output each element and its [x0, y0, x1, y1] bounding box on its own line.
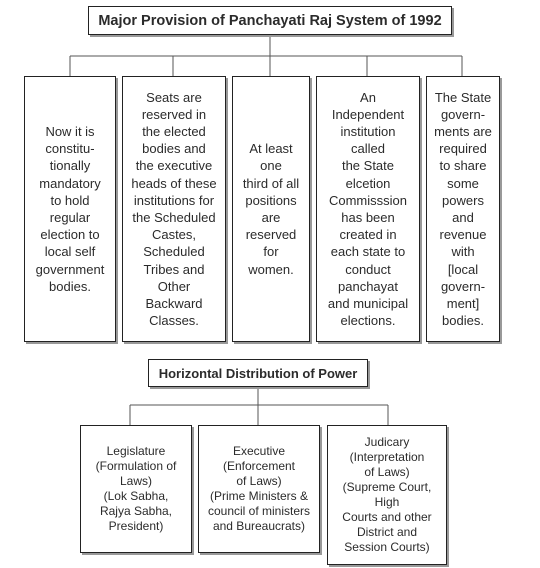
provision-text-4: An Independent institution called the State elcetion Commisssion has been created in each state to conduct panchayat and municipal elections.	[327, 89, 409, 329]
provision-text-5: The State govern- ments are required to share some powers and revenue with [local govern- ment] bodies.	[434, 89, 492, 329]
main-title	[88, 6, 452, 35]
provision-box-4	[316, 76, 420, 342]
provision-box-3	[232, 76, 310, 342]
branch-text-judiciary: Judicary (Interpretation of Laws) (Supreme Court, High Courts and other District and Session Courts)	[342, 435, 432, 554]
branch-box-legislature	[80, 425, 192, 553]
main-title-text: Major Provision of Panchayati Raj System of 1992	[98, 12, 442, 29]
provision-box-1	[24, 76, 116, 342]
provision-text-3: At least one third of all positions are reserved for women.	[242, 141, 300, 277]
branch-text-legislature: Legislature (Formulation of Laws) (Lok Sabha, Rajya Sabha, President)	[95, 444, 177, 533]
second-title-text: Horizontal Distribution of Power	[158, 365, 358, 381]
provision-text-2: Seats are reserved in the elected bodies and the executive heads of these institutions for the Scheduled Castes, Scheduled Tribes and Other Backward Classes.	[131, 89, 217, 329]
provision-text-1: Now it is constitu- tionally mandatory to hold regular election to local self government bodies.	[35, 123, 105, 294]
branch-box-judiciary	[327, 425, 447, 565]
branch-text-executive: Executive (Enforcement of Laws) (Prime Ministers & council of ministers and Bureaucrats)	[207, 444, 311, 533]
branch-box-executive	[198, 425, 320, 553]
provision-box-5	[426, 76, 500, 342]
second-title	[148, 359, 368, 387]
provision-box-2	[122, 76, 226, 342]
